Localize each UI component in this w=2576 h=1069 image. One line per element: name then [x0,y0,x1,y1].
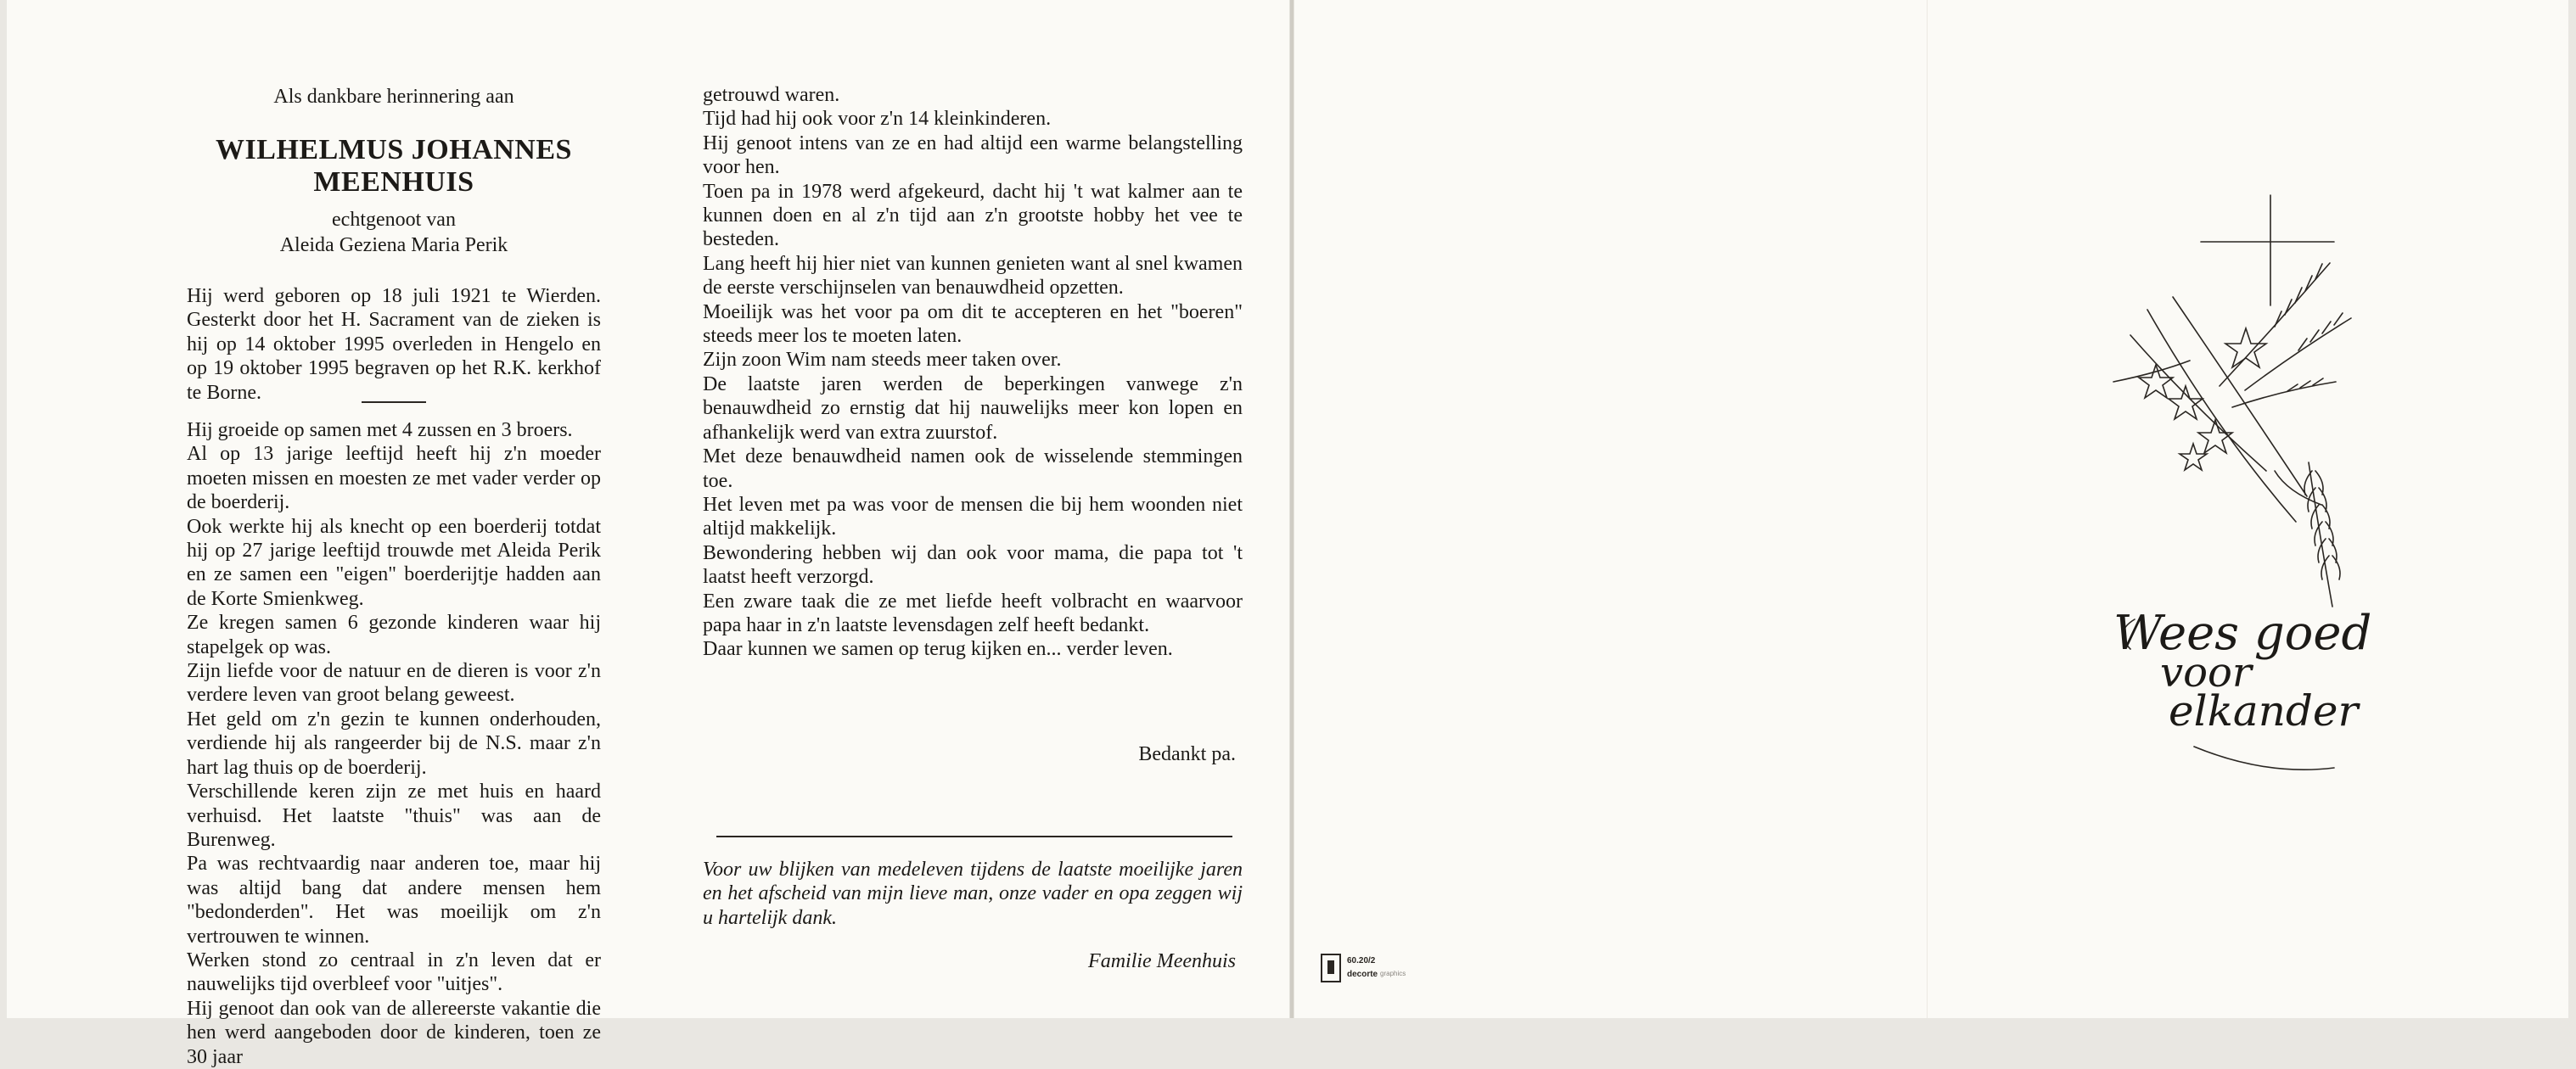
birth-death-paragraph: Hij werd geboren op 18 juli 1921 te Wierden. Gesterkt door het H. Sacrament van de zieken is hij op 14 oktober 1995 overleden in Hengelo en op 19 oktober 1995 begraven op het R.K. kerkhof te Borne. [187,285,601,404]
spouse-name: Aleida Geziena Maria Perik [279,234,508,256]
script-line-3: elkander [2169,686,2359,736]
bio-paragraph: Het leven met pa was voor de mensen die bij hem woonden niet altijd makkelijk. [703,493,1243,540]
bio-paragraph: Al op 13 jarige leeftijd heeft hij z'n moeder moeten missen en moesten ze met vader verder op de boerderij. [187,443,601,514]
bio-paragraph: Het geld om z'n gezin te kunnen onderhouden, verdiende hij als rangeerder bij de N.S. maar z'n hart lag thuis op de boerderij. [187,708,601,779]
cover-illustration [2096,191,2402,785]
bio-paragraph: Met deze benauwdheid namen ook de wisselende stemmingen toe. [703,445,1243,492]
script-line-1: Wees goed [2113,606,2372,661]
intro-text: Als dankbare herinnering aan [273,86,514,108]
bio-paragraph: Toen pa in 1978 werd afgekeurd, dacht hij 't wat kalmer aan te kunnen doen en al z'n tijd aan z'n grootste hobby het vee te besteden. [703,180,1243,251]
deceased-name-line2: MEENHUIS [313,166,474,198]
bio-paragraph: Een zware taak die ze met liefde heeft volbracht en waarvoor papa haar in z'n laatste levensdagen zelf heeft bedankt. [703,590,1243,636]
bio-paragraph: Hij groeide op samen met 4 zussen en 3 broers. [187,419,573,441]
thanks-paragraph: Voor uw blijken van medeleven tijdens de laatste moeilijke jaren en het afscheid van mijn lieve man, onze vader en opa zeggen wij u hartelijk dank. [703,859,1243,929]
cover-script-text [2113,606,2371,736]
script-line-2: voor [2160,649,2252,697]
bio-paragraph: Zijn zoon Wim nam steeds meer taken over. [703,349,1062,372]
bio-paragraph: Tijd had hij ook voor z'n 14 kleinkinderen. [703,108,1052,131]
bio-paragraph: Hij genoot dan ook van de allereerste vakantie die hen werd aangeboden door de kinderen, toen ze 30 jaar [187,997,601,1068]
signoff: Bedankt pa. [1138,743,1236,765]
bio-paragraph: getrouwd waren. [703,84,840,106]
bio-paragraph: Daar kunnen we samen op terug kijken en... verder leven. [703,638,1173,661]
section-divider [362,401,426,403]
bio-paragraph: Hij genoot intens van ze en had altijd een warme belangstelling voor hen. [703,132,1243,179]
bio-paragraph: Moeilijk was het voor pa om dit te accepteren en het "boeren" steeds meer los te moeten laten. [703,300,1243,348]
section-divider [716,836,1232,837]
bio-paragraph: Verschillende keren zijn ze met huis en haard verhuisd. Het laatste "thuis" was aan de Burenweg. [187,781,601,851]
deceased-name-line1: WILHELMUS JOHANNES [216,134,572,165]
bio-paragraph: Ze kregen samen 6 gezonde kinderen waar hij stapelgek op was. [187,612,601,658]
printer-brand: decorte [1347,970,1378,979]
spouse-label: echtgenoot van [332,209,456,231]
bio-paragraph: Zijn liefde voor de natuur en de dieren is voor z'n verdere leven van groot belang geweest. [187,660,601,707]
printer-sub: graphics [1380,970,1406,977]
bio-paragraph: Werken stond zo centraal in z'n leven dat er nauwelijks tijd overbleef voor "uitjes". [187,949,601,996]
bio-paragraph: Lang heeft hij hier niet van kunnen genieten want al snel kwamen de eerste verschijnselen van benauwdheid opzetten. [703,252,1243,299]
family-signature: Familie Meenhuis [1088,950,1236,972]
biography-part1 [187,418,601,1069]
deceased-name [187,134,601,199]
bio-paragraph: Pa was rechtvaardig naar anderen toe, maar hij was altijd bang dat andere mensen hem "bedonderden". Het was moeilijk om z'n vertrouwen te winnen. [187,853,601,948]
bio-paragraph: Ook werkte hij als knecht op een boerderij totdat hij op 27 jarige leeftijd trouwde met Aleida Perik en ze samen een "eigen" boerderijtje hadden aan de Korte Smienkweg. [187,515,601,610]
biography-part2 [703,83,1243,662]
bio-paragraph: De laatste jaren werden de beperkingen vanwege z'n benauwdheid zo ernstig dat hij nauwelijks meer kon lopen en afhankelijk werd van extra zuurstof. [703,372,1243,444]
cover-fold-line [1927,0,1928,1018]
printer-logo-icon [1321,954,1341,982]
printer-code: 60.20/2 [1347,956,1376,965]
sheet-gap [1290,0,1294,1018]
bio-paragraph: Bewondering hebben wij dan ook voor mama, die papa tot 't laatst heeft verzorgd. [703,541,1243,589]
